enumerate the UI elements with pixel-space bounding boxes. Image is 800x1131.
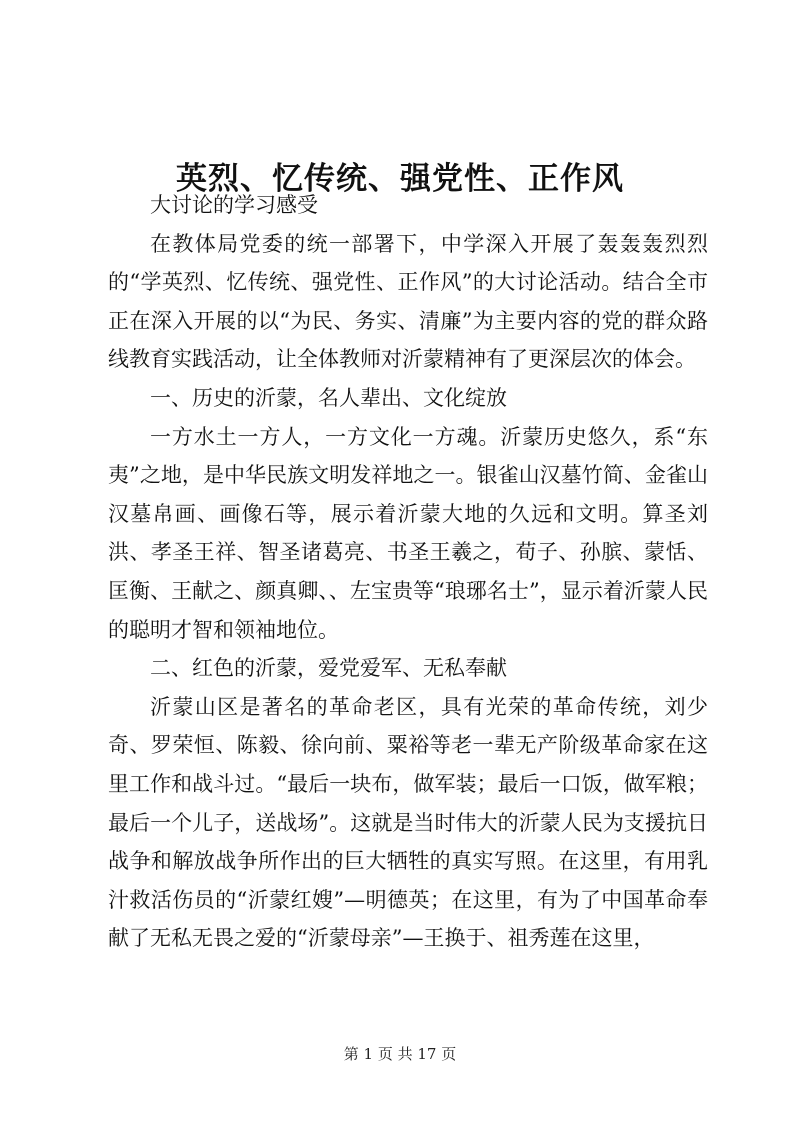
red-paragraph: 沂蒙山区是著名的革命老区，具有光荣的革命传统，刘少奇、罗荣恒、陈毅、徐向前、粟裕等老一辈无产阶级革命家在这里工作和战斗过。“最后一块布，做军装；最后一口饭，做军粮；最后一个儿子，送战场”。这就是当时伟大的沂蒙人民为支援抗日战争和解放战争所作出的巨大牺牲的真实写照。在这里，有用乳汁救活伤员的“沂蒙红嫂”—明德英；在这里，有为了中国革命奉献了无私无畏之爱的“沂蒙母亲”—王换于、祖秀莲在这里，: [108, 694, 708, 951]
history-paragraph: 一方水土一方人，一方文化一方魂。沂蒙历史悠久，系“东夷”之地，是中华民族文明发祥地之一。银雀山汉墓竹简、金雀山汉墓帛画、画像石等，展示着沂蒙大地的久远和文明。算圣刘洪、孝圣王祥、智圣诸葛亮、书圣王羲之，荀子、孙膑、蒙恬、匡衡、王献之、颜真卿、、左宝贵等“琅琊名士”，显示着沂蒙人民的聪明才智和领袖地位。: [108, 424, 708, 642]
section-heading-history: 一、历史的沂蒙，名人辈出、文化绽放: [150, 385, 507, 410]
section-heading-red: 二、红色的沂蒙，爱党爱军、无私奉献: [150, 656, 507, 681]
document-title: 英烈、忆传统、强党性、正作风: [176, 160, 624, 197]
document-body: [108, 186, 708, 958]
intro-paragraph: 在教体局党委的统一部署下，中学深入开展了轰轰轰烈烈的“学英烈、忆传统、强党性、正作风”的大讨论活动。结合全市正在深入开展的以“为民、务实、清廉”为主要内容的党的群众路线教育实践活动，让全体教师对沂蒙精神有了更深层次的体会。: [108, 231, 708, 372]
page-footer: 第 1 页 共 17 页: [343, 1045, 457, 1063]
subtitle-paragraph: 大讨论的学习感受: [150, 193, 318, 217]
